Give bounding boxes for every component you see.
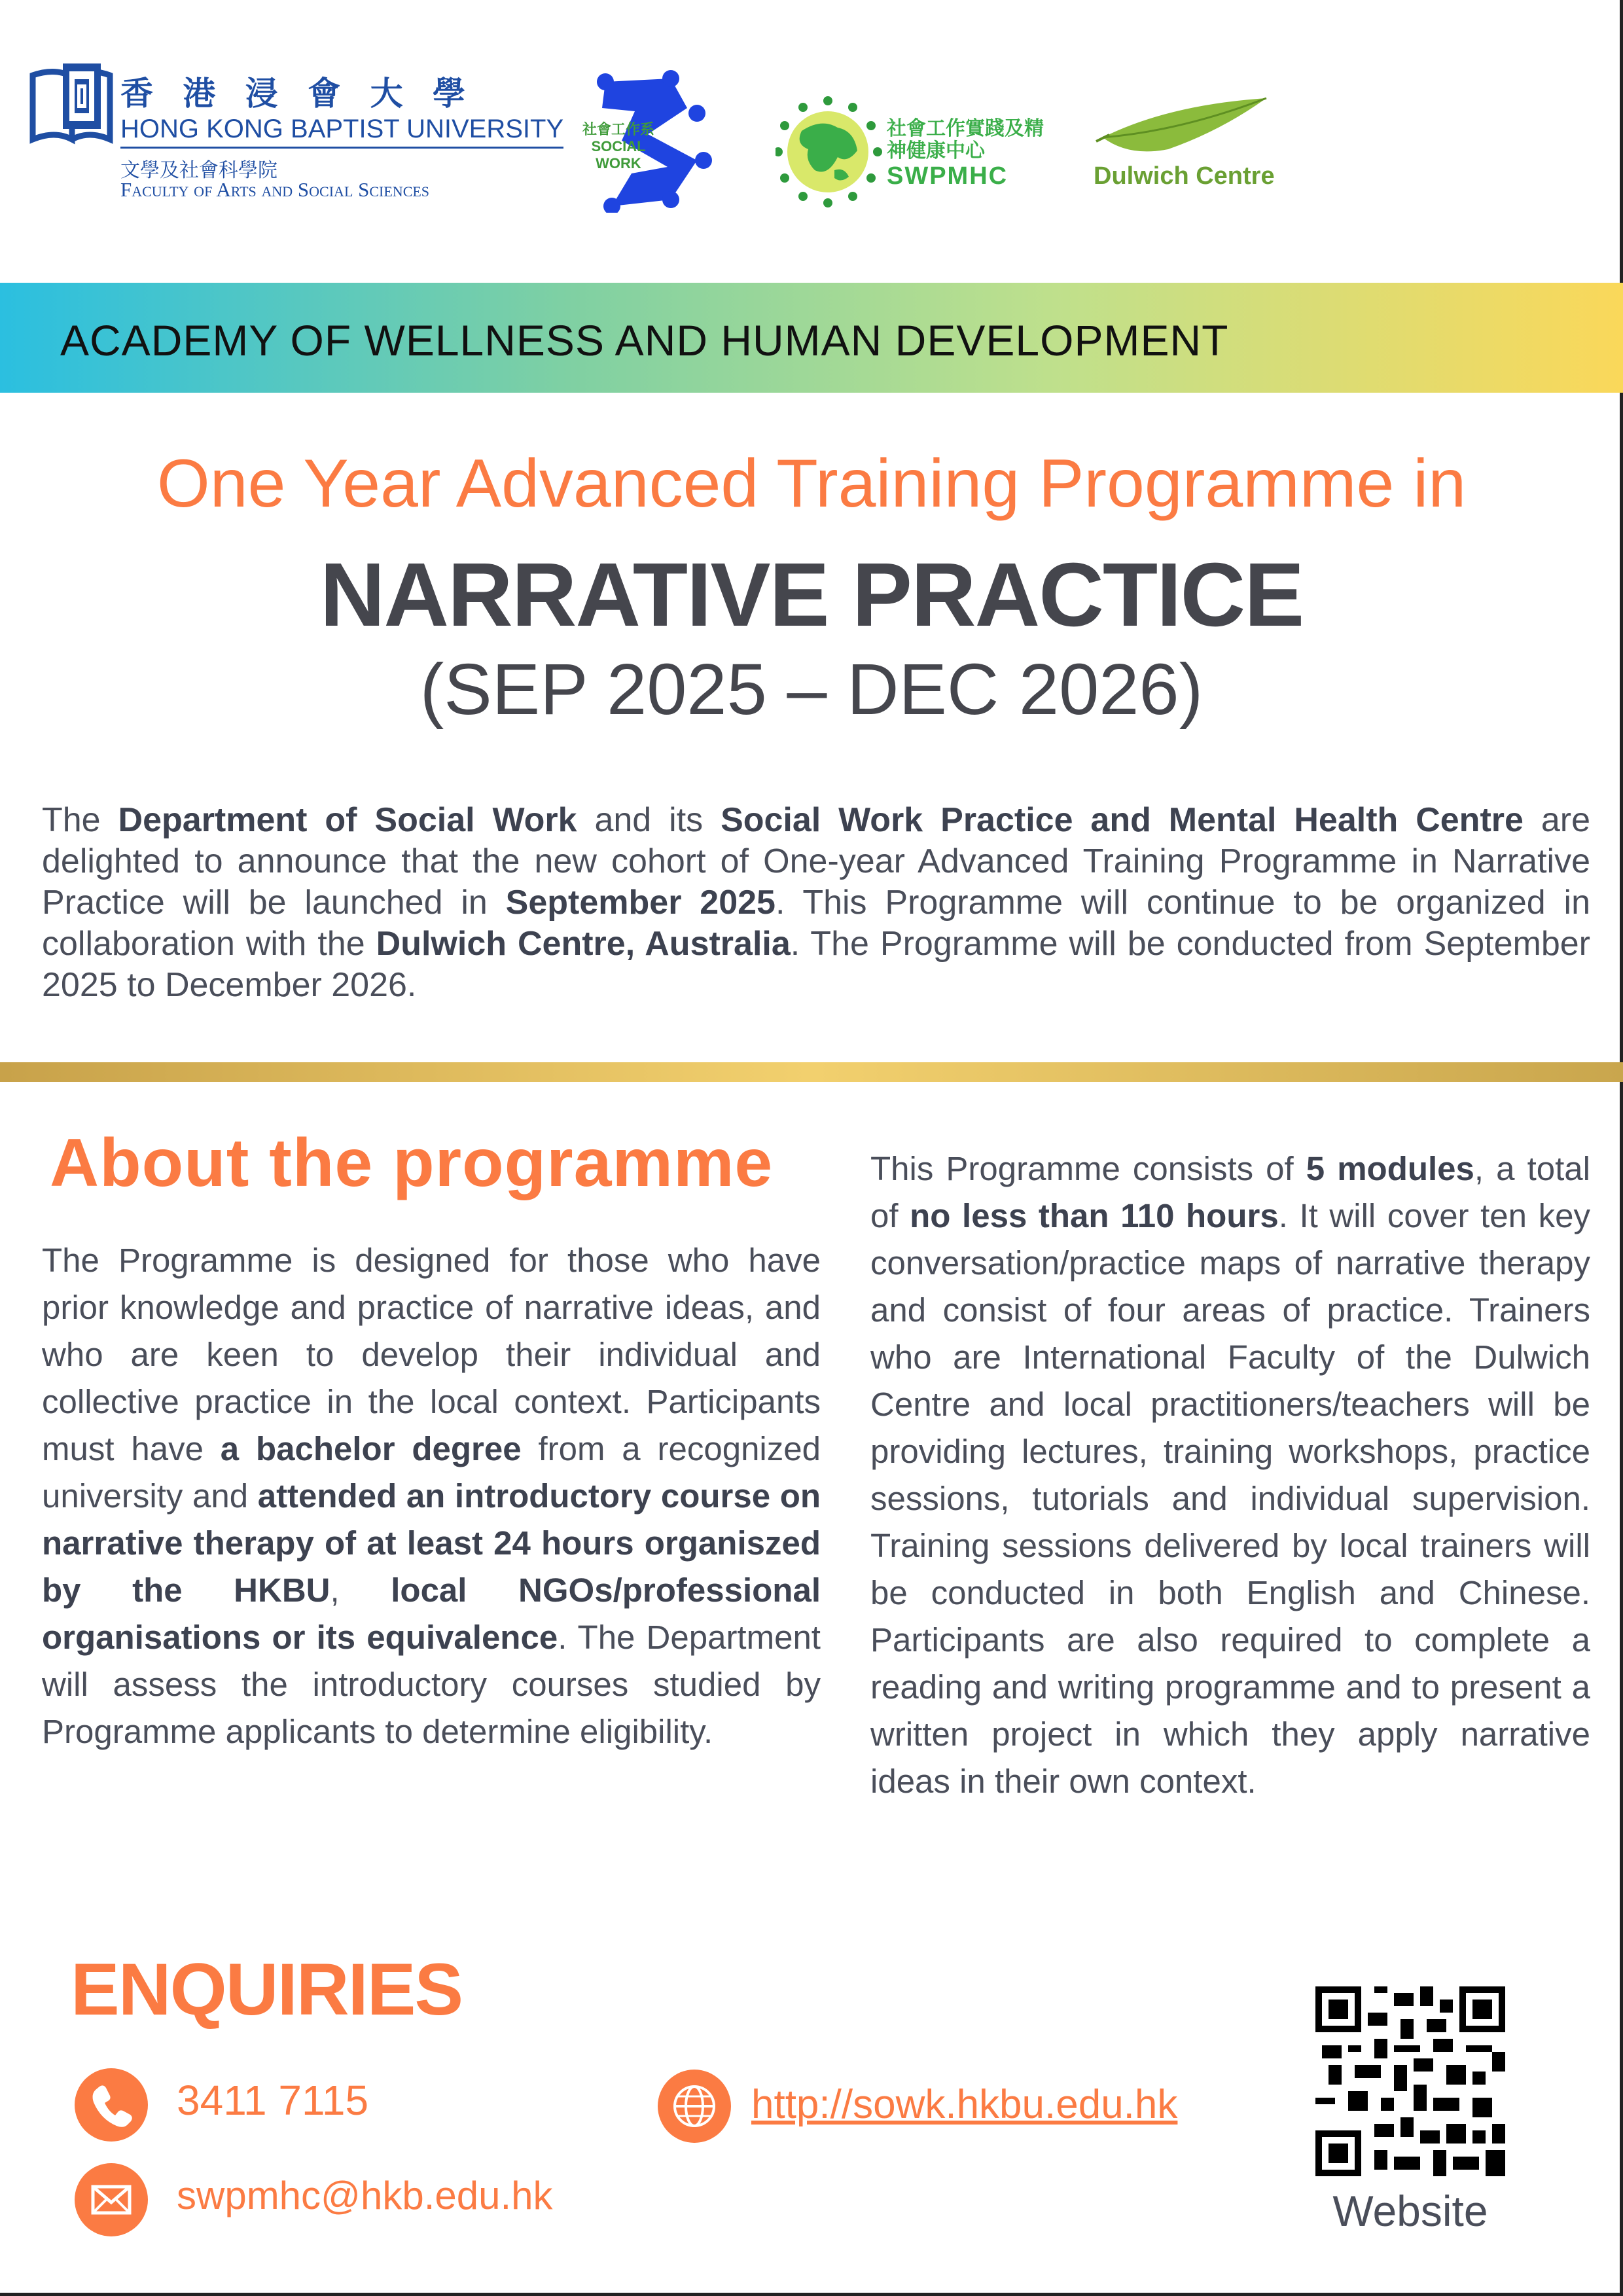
social-work-logo[interactable] <box>573 62 717 213</box>
programme-title-main: NARRATIVE PRACTICE <box>319 545 1304 645</box>
enquiries-heading: ENQUIRIES <box>71 1948 463 2030</box>
qr-code-label: Website <box>1332 2187 1488 2235</box>
about-text: from a recognized university and <box>42 1430 821 1515</box>
email-address[interactable]: swpmhc@hkb.edu.hk <box>177 2174 553 2217</box>
intro-emphasis: Department of Social Work <box>118 801 577 839</box>
hkbu-logo[interactable] <box>29 62 564 206</box>
swpmhc-logo[interactable] <box>776 92 1050 223</box>
about-left-paragraph <box>42 1237 821 1755</box>
intro-emphasis: September 2025 <box>505 884 776 922</box>
intro-emphasis: Social Work Practice and Mental Health Centre <box>721 801 1524 839</box>
academy-banner <box>0 283 1623 393</box>
hkbu-chinese-name: 香 港 浸 會 大 學 <box>120 74 475 113</box>
intro-emphasis: Dulwich Centre, Australia <box>376 925 791 963</box>
programme-title-line1: One Year Advanced Training Programme in <box>156 446 1467 522</box>
about-emphasis: a bachelor degree <box>220 1430 522 1467</box>
about-text: The Programme is designed for those who have prior knowledge and practice of narrative ideas, and who are keen to develop their individual and collective practice in the local context. Participants must have <box>42 1242 821 1467</box>
phone-icon <box>75 2068 148 2142</box>
intro-text: and its <box>577 801 721 839</box>
hkbu-emblem-icon <box>29 62 114 154</box>
about-heading: About the programme <box>50 1125 774 1201</box>
about-emphasis: attended an introductory course on narrative therapy of at least 24 hours organiszed by the HKBU <box>42 1477 821 1609</box>
about-emphasis: 5 modules <box>1306 1150 1474 1187</box>
about-right-paragraph <box>870 1145 1590 1805</box>
about-text: . It will cover ten key conversation/practice maps of narrative therapy and consist of four areas of practice. Trainers who are International Faculty of the Dulwich Centre and local practitioners/teachers will be providing lectures, training workshops, practice sessions, tutorials and individual supervision. Training sessions delivered by local trainers will be conducted in both English and Chinese. Participants are also required to complete a reading and writing programme and to present a written project in which they apply narrative ideas in their own context. <box>870 1197 1591 1800</box>
gold-divider <box>0 1062 1623 1082</box>
intro-text: The <box>42 801 118 839</box>
intro-paragraph <box>42 800 1590 1006</box>
intro-text: . The Programme will be conducted from September 2025 to December 2026. <box>42 925 1590 1004</box>
about-text: , a total of <box>870 1150 1590 1234</box>
website-link[interactable]: http://sowk.hkbu.edu.hk <box>751 2082 1178 2127</box>
hkbu-english-name: HONG KONG BAPTIST UNIVERSITY <box>120 115 563 149</box>
about-emphasis: local NGOs/professional organisations or its equivalence <box>42 1571 821 1656</box>
social-work-label: 社會工作系 SOCIAL WORK <box>582 121 654 171</box>
globe-mark-icon <box>776 92 887 209</box>
intro-text: are delighted to announce that the new cohort of One-year Advanced Training Programme in Narrative Practice will be launched in <box>42 801 1590 922</box>
qr-code-icon[interactable] <box>1315 1986 1505 2176</box>
swpmhc-english-name: SWPMHC <box>887 162 1008 190</box>
mail-icon <box>75 2163 148 2236</box>
academy-banner-text: ACADEMY OF WELLNESS AND HUMAN DEVELOPMENT <box>60 316 1229 365</box>
phone-number[interactable]: 3411 7115 <box>177 2077 369 2124</box>
intro-text: . This Programme will continue to be organized in collaboration with the <box>42 884 1590 963</box>
swpmhc-chinese-name: 社會工作實踐及精神健康中心 <box>887 118 1044 162</box>
about-text: This Programme consists of <box>870 1150 1306 1187</box>
globe-icon <box>658 2070 731 2143</box>
about-emphasis: no less than 110 hours <box>910 1197 1279 1234</box>
about-text: . The Department will assess the introductory courses studied by Programme applicants to determine eligibility. <box>42 1619 821 1750</box>
leaf-icon <box>1090 92 1306 164</box>
dulwich-centre-label: Dulwich Centre <box>1094 162 1275 190</box>
programme-dates: (SEP 2025 – DEC 2026) <box>419 649 1204 730</box>
faculty-chinese-name: 文學及社會科學院 <box>120 159 277 182</box>
faculty-english-name: Faculty of Arts and Social Sciences <box>120 178 430 201</box>
about-text: , <box>330 1571 391 1609</box>
dulwich-centre-logo[interactable] <box>1090 92 1306 203</box>
